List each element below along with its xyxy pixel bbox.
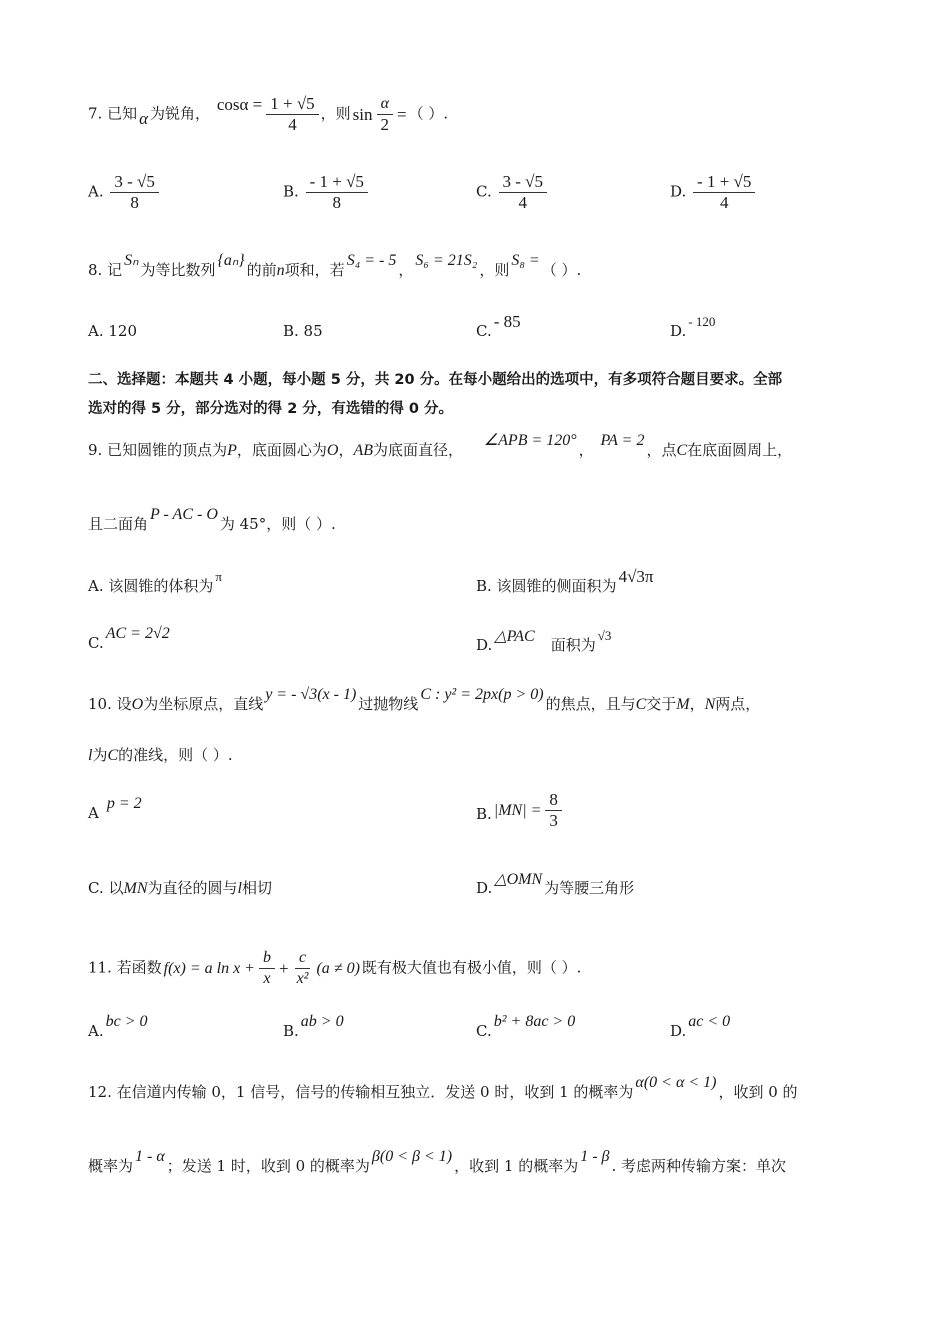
q9-option-b-value: 4√3π bbox=[618, 567, 654, 586]
q11-condition: (a ≠ 0) bbox=[316, 959, 360, 977]
q10-text-g: 两点， bbox=[715, 695, 761, 713]
q7-option-d-fraction: $\frac{- 1 + √5}{4}$ bbox=[693, 172, 755, 213]
q10-option-a[interactable] bbox=[88, 795, 144, 823]
section-2-heading-line2: 选对的得 5 分，部分选对的得 2 分，有选错的得 0 分。 bbox=[88, 401, 454, 417]
q10-option-d-label: D. bbox=[476, 879, 493, 897]
q11-option-b[interactable] bbox=[283, 1013, 346, 1041]
q7-option-b-fraction: $\frac{- 1 + √5}{8}$ bbox=[306, 172, 368, 213]
q10-option-c-l: l bbox=[237, 880, 242, 897]
q11-option-d-label: D. bbox=[670, 1022, 687, 1040]
section-2-heading-line1: 二、选择题：本题共 4 小题，每小题 5 分，共 20 分。在每小题给出的选项中，有多项符合题目要求。全部 bbox=[88, 372, 783, 388]
q8-option-b-label: B. 85 bbox=[283, 322, 323, 340]
q10-option-c-label: C. 以 bbox=[88, 879, 124, 897]
q9-option-d-value2: √3 bbox=[597, 628, 612, 643]
q9-p: P bbox=[227, 442, 237, 459]
q11-option-a-label: A. bbox=[88, 1022, 104, 1040]
q8-option-b[interactable] bbox=[283, 322, 323, 340]
q8-text1: 为等比数列 bbox=[140, 261, 216, 279]
q10-line2-a: 为 bbox=[92, 746, 108, 764]
q11-option-b-label: B. bbox=[283, 1022, 299, 1040]
q7-prefix: 7. 已知 bbox=[88, 104, 138, 123]
q9-text-c: ， bbox=[338, 441, 354, 459]
q9-line2-b: 为 45°，则（ ）. bbox=[219, 515, 336, 533]
q10-o: O bbox=[131, 696, 144, 713]
q7-cos-fraction: $\frac{1 + √5}{4}$ bbox=[266, 94, 318, 135]
q7-option-b[interactable] bbox=[283, 172, 370, 213]
q12-text-b: ，收到 0 的 bbox=[718, 1083, 798, 1101]
q10-n: N bbox=[704, 696, 716, 713]
q11-option-c-value: b² + 8ac > 0 bbox=[493, 1013, 576, 1030]
question-9-line1 bbox=[88, 432, 870, 461]
q11-frac-b: $\frac{b}{x}$ bbox=[259, 948, 275, 989]
q11-option-d-value: ac < 0 bbox=[688, 1013, 731, 1030]
q12-line2-c: ，收到 1 的概率为 bbox=[454, 1157, 579, 1175]
q8-option-d[interactable] bbox=[670, 314, 717, 340]
q7-option-a-label: A. bbox=[88, 182, 104, 201]
q8-n: n bbox=[276, 262, 285, 279]
q8-s4: S₄ = - 5 bbox=[346, 252, 397, 269]
q10-option-d[interactable] bbox=[476, 871, 635, 899]
q9-text-e: ，点 bbox=[646, 441, 677, 459]
question-10-line1 bbox=[88, 686, 870, 715]
question-10-line2 bbox=[88, 745, 870, 766]
q7-cos-lhs: cosα = bbox=[216, 94, 263, 114]
q10-option-b[interactable] bbox=[476, 790, 564, 831]
q11-function: f(x) = a ln x + bbox=[163, 959, 255, 977]
q9-option-d-value: △PAC bbox=[494, 628, 535, 645]
q8-text4: ，则 bbox=[479, 261, 510, 279]
q12-one-minus-beta: 1 - β bbox=[580, 1148, 610, 1165]
q10-option-a-label: A bbox=[88, 804, 99, 822]
q8-comma: ， bbox=[398, 261, 414, 279]
q9-option-d[interactable] bbox=[476, 628, 613, 656]
question-11 bbox=[88, 948, 870, 989]
question-9-line2 bbox=[88, 506, 870, 535]
question-12-line2 bbox=[88, 1148, 870, 1177]
q11-option-d[interactable] bbox=[670, 1013, 732, 1041]
q7-option-d-label: D. bbox=[670, 182, 687, 201]
q7-eq: = bbox=[397, 104, 407, 124]
q10-text-d: 的焦点，且与 bbox=[545, 695, 636, 713]
q10-option-a-value: p = 2 bbox=[106, 795, 142, 812]
q11-tail: 既有极大值也有极小值，则（ ）. bbox=[361, 958, 582, 977]
q10-option-c-tail: 相切 bbox=[241, 879, 272, 897]
q10-option-c-mn: MN bbox=[123, 880, 148, 897]
q9-option-b[interactable] bbox=[476, 567, 655, 597]
q8-text2: 的前 bbox=[246, 261, 277, 279]
q9-text-a: 9. 已知圆锥的顶点为 bbox=[88, 441, 228, 459]
q9-option-a-value: π bbox=[215, 569, 222, 584]
q11-option-b-value: ab > 0 bbox=[300, 1013, 344, 1030]
q12-text-a: 12. 在信道内传输 0，1 信号，信号的传输相互独立．发送 0 时，收到 1 的概率为 bbox=[88, 1083, 634, 1101]
q10-parabola: C : y² = 2px(p > 0) bbox=[420, 686, 544, 703]
q9-ab: AB bbox=[353, 442, 374, 459]
q7-text2: ，则 bbox=[320, 104, 351, 123]
q7-sin: sin bbox=[352, 104, 373, 124]
q10-option-c[interactable] bbox=[88, 877, 272, 898]
q12-line2-d: . 考虑两种传输方案：单次 bbox=[611, 1157, 787, 1175]
q7-option-d[interactable] bbox=[670, 172, 757, 213]
q10-c: C bbox=[635, 696, 647, 713]
q7-sin-fraction: $\frac{\alpha}{2}$ bbox=[377, 94, 394, 135]
q9-line2-a: 且二面角 bbox=[88, 515, 149, 533]
q9-pa: PA = 2 bbox=[600, 432, 645, 449]
q12-one-minus-alpha: 1 - α bbox=[135, 1148, 165, 1165]
q7-option-a[interactable] bbox=[88, 172, 161, 213]
q10-option-d-value: △OMN bbox=[494, 871, 543, 888]
q7-option-c[interactable] bbox=[476, 172, 549, 213]
q8-option-c-label: C. bbox=[476, 322, 492, 340]
q8-option-c-value: - 85 bbox=[493, 312, 521, 331]
q11-plus: + bbox=[278, 958, 289, 978]
q10-text-e: 交于 bbox=[646, 695, 677, 713]
q9-option-d-suffix: 面积为 bbox=[550, 636, 596, 654]
question-8 bbox=[88, 252, 870, 281]
q9-option-c-label: C. bbox=[88, 634, 104, 652]
q8-s8: S₈ = bbox=[511, 252, 540, 269]
q9-comma: ， bbox=[578, 441, 594, 459]
q8-option-a-label: A. 120 bbox=[88, 322, 137, 340]
q9-angle: ∠APB = 120° bbox=[483, 432, 577, 449]
q9-text-b: ，底面圆心为 bbox=[236, 441, 327, 459]
q11-prefix: 11. 若函数 bbox=[88, 958, 162, 977]
q8-option-c[interactable] bbox=[476, 312, 523, 342]
q10-text-f: ， bbox=[689, 695, 705, 713]
q8-sn: Sₙ bbox=[124, 252, 139, 269]
q10-text-a: 10. 设 bbox=[88, 695, 132, 713]
q10-c2: C bbox=[107, 747, 119, 764]
q9-text-f: 在底面圆周上， bbox=[687, 441, 793, 459]
q8-text3: 项和，若 bbox=[284, 261, 345, 279]
q8-an: {aₙ} bbox=[217, 252, 245, 269]
q10-option-b-value: |MN| = bbox=[493, 801, 542, 819]
q11-option-c[interactable] bbox=[476, 1013, 577, 1041]
q11-option-c-label: C. bbox=[476, 1022, 492, 1040]
q10-option-d-suffix: 为等腰三角形 bbox=[544, 879, 635, 897]
q12-beta: β(0 < β < 1) bbox=[371, 1148, 453, 1165]
q10-option-b-label: B. bbox=[476, 804, 492, 823]
q12-line2-b: ；发送 1 时，收到 0 的概率为 bbox=[166, 1157, 370, 1175]
q12-line2-a: 概率为 bbox=[88, 1157, 134, 1175]
q10-line-equation: y = - √3(x - 1) bbox=[265, 686, 357, 703]
q10-line2-b: 的准线，则（ ）. bbox=[118, 746, 233, 764]
q9-option-c[interactable] bbox=[88, 625, 172, 653]
q10-option-b-fraction: $\frac{8}{3}$ bbox=[545, 790, 562, 831]
q8-option-d-label: D. bbox=[670, 322, 687, 340]
q11-option-a-value: bc > 0 bbox=[105, 1013, 148, 1030]
question-7 bbox=[88, 94, 870, 135]
q9-option-b-label: B. 该圆锥的侧面积为 bbox=[476, 577, 617, 595]
q8-s6: S₆ = 21S₂ bbox=[415, 252, 478, 269]
q9-option-c-value: AC = 2√2 bbox=[105, 625, 170, 642]
q10-text-b: 为坐标原点，直线 bbox=[143, 695, 264, 713]
q10-m: M bbox=[676, 696, 690, 713]
q7-option-c-fraction: $\frac{3 - √5}{4}$ bbox=[499, 172, 548, 213]
q9-c: C bbox=[676, 442, 688, 459]
q9-option-d-label: D. bbox=[476, 636, 493, 654]
q7-alpha: α bbox=[139, 108, 149, 128]
q9-option-a-label: A. 该圆锥的体积为 bbox=[88, 577, 214, 595]
q9-dihedral: P - AC - O bbox=[150, 506, 218, 523]
q10-option-c-mid: 为直径的圆与 bbox=[147, 879, 238, 897]
q11-option-a[interactable] bbox=[88, 1013, 150, 1041]
q7-option-b-label: B. bbox=[283, 182, 299, 201]
q9-option-a[interactable] bbox=[88, 569, 224, 596]
q8-tail: （ ）. bbox=[541, 261, 582, 279]
question-12-line1 bbox=[88, 1074, 870, 1103]
q9-text-d: 为底面直径， bbox=[373, 441, 464, 459]
q12-alpha: α(0 < α < 1) bbox=[635, 1074, 717, 1091]
q10-l: l bbox=[88, 747, 93, 764]
q10-text-c: 过抛物线 bbox=[358, 695, 419, 713]
q8-option-a[interactable] bbox=[88, 322, 137, 340]
q7-tail: （ ）. bbox=[408, 104, 449, 123]
q9-o: O bbox=[326, 442, 339, 459]
q7-text1: 为锐角， bbox=[150, 104, 211, 123]
q7-option-a-fraction: $\frac{3 - √5}{8}$ bbox=[110, 172, 159, 213]
q11-frac-c: $\frac{c}{\text{x²}}$ bbox=[296, 949, 309, 987]
q8-prefix: 8. 记 bbox=[88, 261, 123, 279]
q7-option-c-label: C. bbox=[476, 182, 492, 201]
q8-option-d-value: - 120 bbox=[688, 314, 716, 329]
